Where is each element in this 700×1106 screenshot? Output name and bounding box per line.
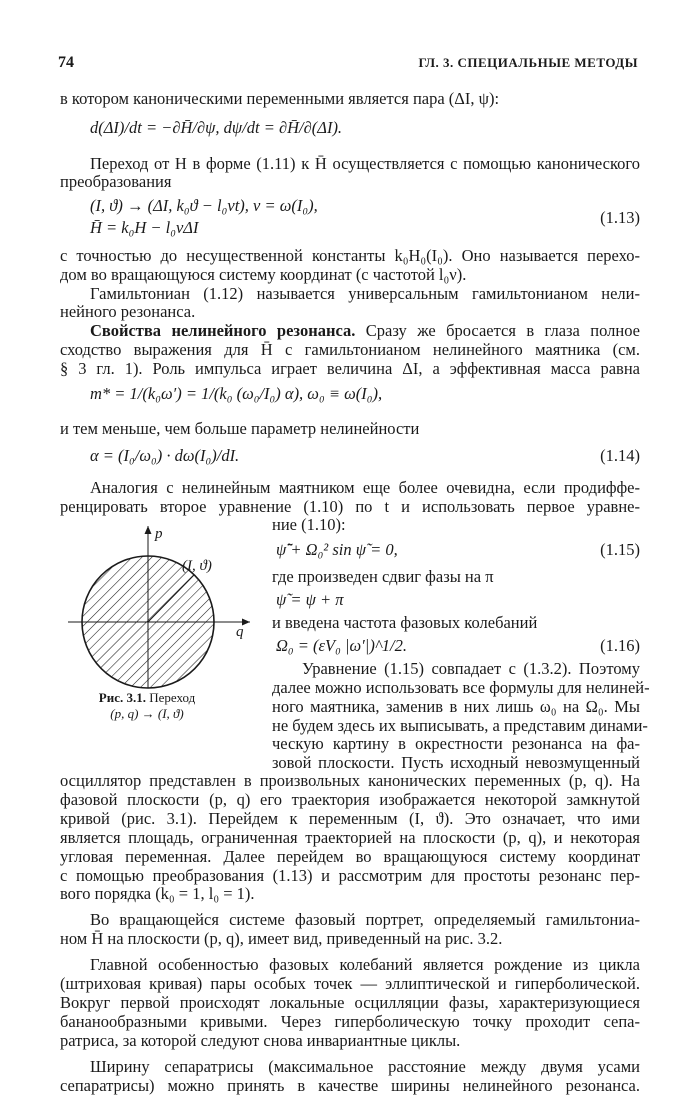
text-line: преобразования — [60, 172, 172, 191]
text-line: угловая переменная. Далее перейдем во вращающуюся систему координат — [60, 847, 640, 866]
figure-3-1 — [60, 520, 260, 690]
text-line: Аналогия с нелинейным маятником еще более очевидна, если продиффе- — [90, 478, 640, 497]
text-line: Переход от H в форме (1.11) к H̄ осуществляется с помощью канонического — [90, 154, 640, 173]
text-line: ренцировать второе уравнение (1.10) по t и использовать первое уравне- — [60, 497, 640, 516]
text-line: с помощью преобразования (1.13) и рассмотрим для простоты резонанс пер- — [60, 866, 640, 885]
text-line: вого порядка (k₀ = 1, l₀ = 1). — [60, 884, 255, 903]
equation-1-14: α = (I₀/ω₀) · dω(I₀)/dI. — [90, 446, 240, 465]
text-line: зовой плоскости. Пусть исходный невозмущенный — [272, 753, 640, 772]
text-line: Главной особенностью фазовых колебаний является рождение из цикла — [90, 955, 640, 974]
text-line: где произведен сдвиг фазы на π — [272, 567, 494, 586]
equation-effective-mass: m* = 1/(k₀ω′) = 1/(k₀ (ω₀/I₀) α), ω₀ ≡ ω(I₀), — [90, 384, 383, 403]
text-line: кривой (рис. 3.1). Перейдем к переменным (I, ϑ). Это означает, что ими — [60, 809, 640, 828]
text-line: сепаратрисы) можно принять в качестве ширины нелинейного резонанса. — [60, 1076, 640, 1095]
figure-caption — [72, 690, 222, 722]
caption-text: Переход — [145, 690, 196, 705]
equation-1-15: ψ̃̈ + Ω₀² sin ψ̃ = 0, — [276, 540, 398, 559]
point-label: (I, ϑ) — [182, 558, 212, 574]
section-heading: Свойства нелинейного резонанса. — [90, 321, 356, 340]
equation-number: (1.16) — [600, 636, 640, 655]
equation-phase-shift: ψ̃ = ψ + π — [276, 590, 344, 609]
text-line: фазовой плоскости (p, q) его траектория изображается некоторой замкнутой — [60, 790, 640, 809]
text-line: не будем здесь их выписывать, а представим динами- — [272, 716, 648, 735]
text-line: ного маятника, заменив в них лишь ω₀ на Ω₀. Мы — [272, 697, 640, 716]
text-line: § 3 гл. 1). Роль импульса играет величина ΔI, а эффективная масса равна — [60, 359, 640, 378]
text-line: осциллятор представлен в произвольных канонических переменных (p, q). На — [60, 771, 640, 790]
text-line: далее можно использовать все формулы для нелиней- — [272, 678, 650, 697]
p-axis-arrow-icon — [145, 526, 152, 534]
text-line: бананообразными кривыми. Через гиперболическую точку проходит сепа- — [60, 1012, 640, 1031]
equation-1-13-line1: (I, ϑ) → (ΔI, k₀ϑ − l₀νt), ν = ω(I₀), — [90, 196, 318, 215]
text-line: Вокруг первой происходят локальные осцилляции фазы, характеризующиеся — [60, 993, 640, 1012]
text-line: ческую картину в окрестности резонанса на фа- — [272, 734, 640, 753]
text-line: нейного резонанса. — [60, 302, 196, 321]
text-line: Уравнение (1.15) совпадает с (1.3.2). Поэтому — [302, 659, 640, 678]
axis-label-p: p — [155, 526, 163, 542]
text-line: ние (1.10): — [272, 515, 346, 534]
caption-title: Рис. 3.1. — [98, 690, 146, 705]
text-line — [60, 321, 640, 341]
text-line: и введена частота фазовых колебаний — [272, 613, 538, 632]
running-header: ГЛ. 3. СПЕЦИАЛЬНЫЕ МЕТОДЫ — [418, 55, 638, 70]
text-line: с точностью до несущественной константы k₀H₀(I₀). Оно называется перехо- — [60, 246, 640, 265]
text-line: сходство выражения для H̄ с гамильтонианом нелинейного маятника (см. — [60, 340, 640, 359]
text-line: ратриса, за которой следуют снова инвариантные циклы. — [60, 1031, 461, 1050]
page-number: 74 — [58, 54, 74, 71]
caption-line2: (p, q) → (I, ϑ) — [110, 706, 184, 721]
text-span: Сразу же бросается в глаза полное — [355, 321, 640, 340]
text-line: (штриховая кривая) пары особых точек — эллиптической и гиперболической. — [60, 974, 640, 993]
text-line: и тем меньше, чем больше параметр нелинейности — [60, 419, 420, 438]
text-line: дом во вращающуюся систему координат (с частотой l₀ν). — [60, 265, 467, 284]
equation-1-16: Ω₀ = (εV₀ |ω′|)^1/2. — [276, 636, 407, 655]
text-line: Гамильтониан (1.12) называется универсальным гамильтонианом нели- — [90, 284, 640, 303]
equation-canonical: d(ΔI)/dt = −∂H̄/∂ψ, dψ/dt = ∂H̄/∂(ΔI). — [90, 118, 343, 137]
equation-number: (1.14) — [600, 446, 640, 465]
axis-label-q: q — [236, 624, 244, 640]
text-line: Во вращающейся системе фазовый портрет, определяемый гамильтониа- — [90, 910, 640, 929]
text-line: ном H̄ на плоскости (p, q), имеет вид, приведенный на рис. 3.2. — [60, 929, 503, 948]
equation-number: (1.15) — [600, 540, 640, 559]
equation-number: (1.13) — [600, 208, 640, 227]
equation-1-13-line2: H̄ = k₀H − l₀νΔI — [90, 218, 199, 237]
text-line: Ширину сепаратрисы (максимальное расстояние между двумя усами — [90, 1057, 640, 1076]
text-line: в котором каноническими переменными является пара (ΔI, ψ): — [60, 89, 500, 108]
text-line: является площадь, ограниченная траекторией на плоскости (p, q), и некоторая — [60, 828, 640, 847]
